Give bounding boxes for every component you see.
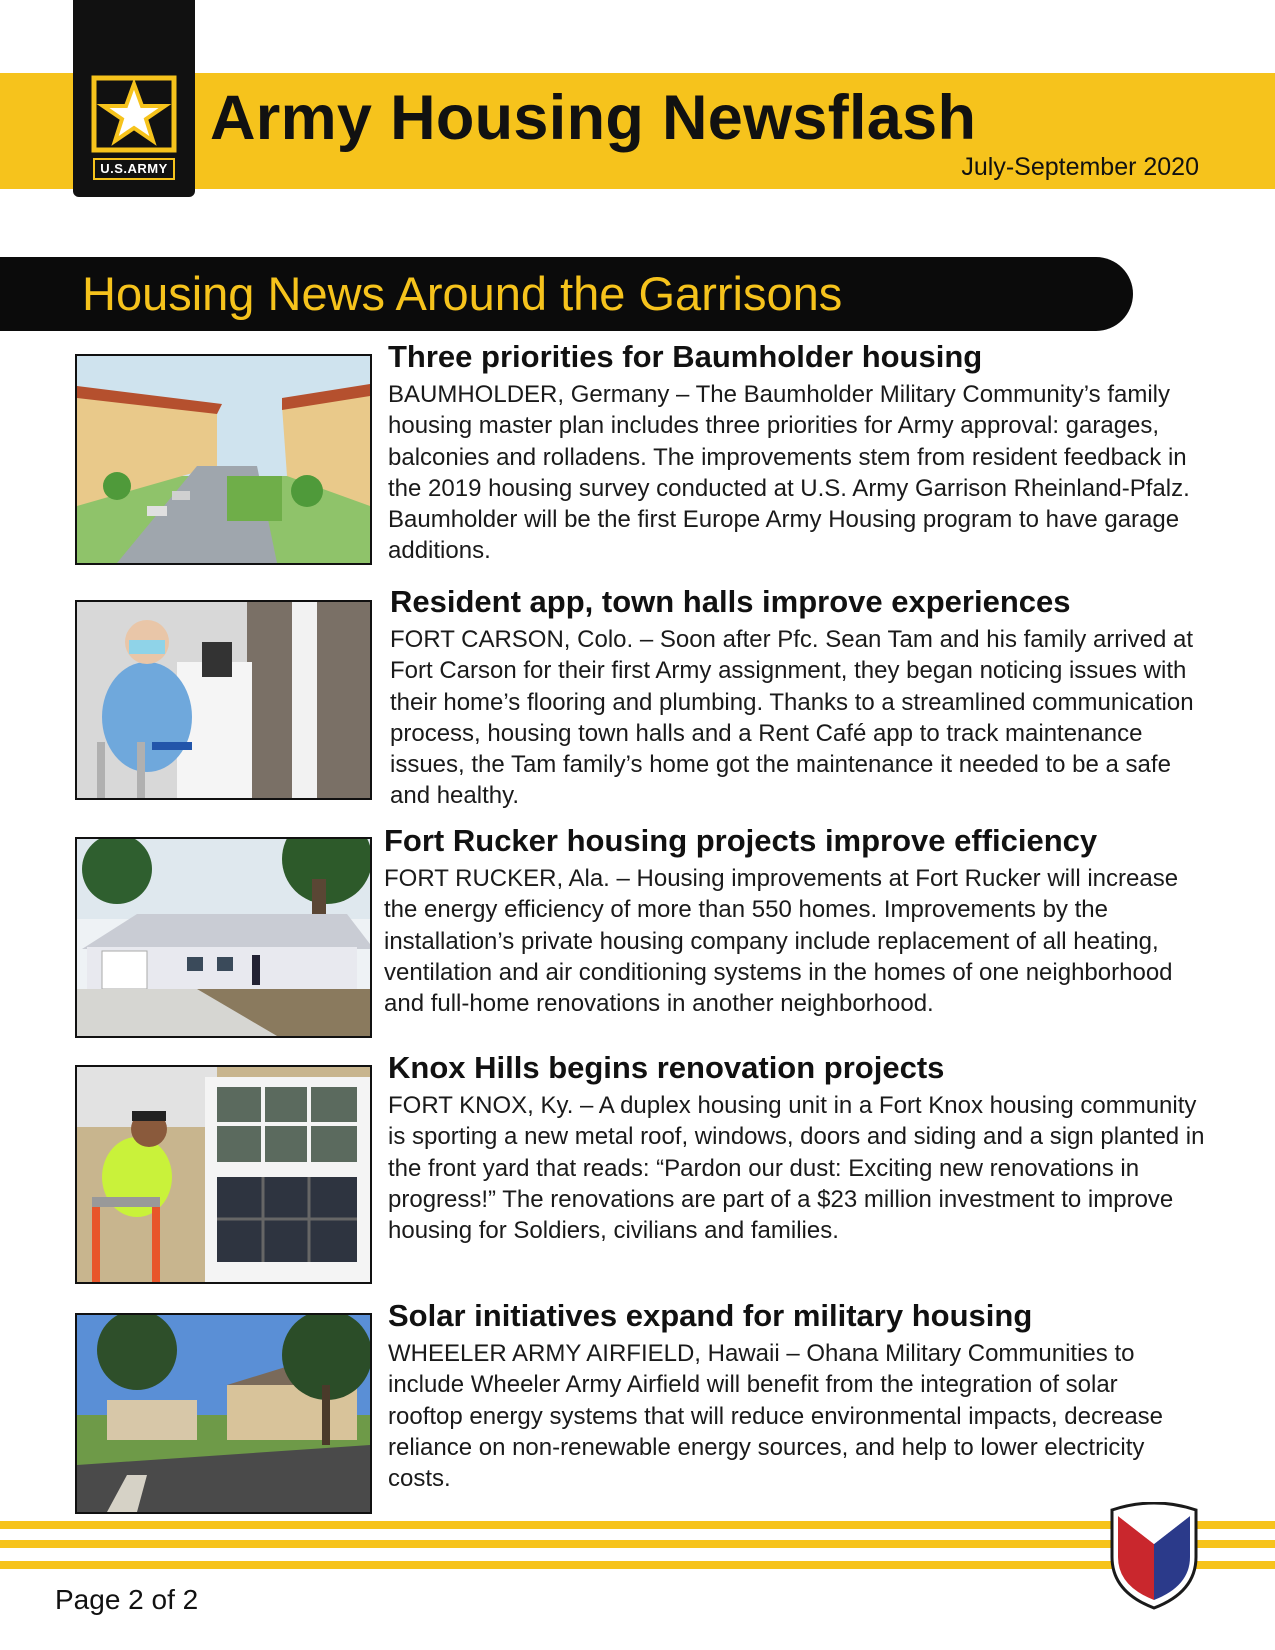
article-4-headline: Knox Hills begins renovation projects bbox=[388, 1050, 945, 1085]
article-5-body: WHEELER ARMY AIRFIELD, Hawaii – Ohana Military Communities to include Wheeler Army Airfield will benefit from the integration of solar rooftop energy systems that will reduce environmental impacts, decrease reliance on non-renewable energy sources, and help to lower electricity costs. bbox=[388, 1340, 1164, 1493]
fort-knox-renovation-image bbox=[75, 1065, 372, 1284]
fort-carson-worker-image bbox=[75, 600, 372, 800]
article-1-headline: Three priorities for Baumholder housing bbox=[388, 339, 983, 374]
page-number: Page 2 of 2 bbox=[55, 1584, 199, 1615]
article-1-body: BAUMHOLDER, Germany – The Baumholder Military Community’s family housing master plan includes three priorities for Army approval: garages, balconies and rolladens. The improvements stem from resident feedback in the 2019 housing survey conducted at U.S. Army Garrison Rheinland-Pfalz. Baumholder will be the first Europe Army Housing program to have garage additions. bbox=[388, 381, 1190, 565]
footer-stripe-top bbox=[0, 1521, 1275, 1529]
logo-text: U.S.ARMY bbox=[93, 158, 175, 180]
footer-stripe-middle bbox=[0, 1540, 1275, 1548]
amc-shield-icon bbox=[1108, 1502, 1200, 1612]
issue-date: July-September 2020 bbox=[961, 153, 1199, 181]
article-2-body: FORT CARSON, Colo. – Soon after Pfc. Sean Tam and his family arrived at Fort Carson for their first Army assignment, they began noticing issues with their home’s flooring and plumbing. Thanks to a streamlined communication process, housing town halls and a Rent Café app to track maintenance issues, the Tam family’s home got the maintenance it needed to be a safe and healthy. bbox=[390, 626, 1194, 810]
baumholder-rendering-image bbox=[75, 354, 372, 565]
article-4-body: FORT KNOX, Ky. – A duplex housing unit in a Fort Knox housing community is sporting a new metal roof, windows, doors and siding and a sign planted in the front yard that reads: “Pardon our dust: Exciting new renovations in progress!” The renovations are part of a $23 million investment to improve housing for Soldiers, civilians and families. bbox=[388, 1092, 1205, 1245]
section-title: Housing News Around the Garrisons bbox=[82, 267, 843, 320]
article-3-headline: Fort Rucker housing projects improve efficiency bbox=[384, 823, 1098, 858]
newsletter-title: Army Housing Newsflash bbox=[210, 83, 977, 153]
article-5-headline: Solar initiatives expand for military housing bbox=[388, 1298, 1033, 1333]
wheeler-housing-image bbox=[75, 1313, 372, 1514]
army-star-logo bbox=[73, 0, 195, 197]
article-3-body: FORT RUCKER, Ala. – Housing improvements at Fort Rucker will increase the energy efficiency of more than 550 homes. Improvements by the installation’s private housing company include replacement of all heating, ventilation and air conditioning systems in the homes of one neighborhood and full-home renovations in another neighborhood. bbox=[384, 865, 1179, 1018]
fort-rucker-house-image bbox=[75, 837, 372, 1038]
footer-stripe-bottom bbox=[0, 1561, 1275, 1569]
article-2-headline: Resident app, town halls improve experiences bbox=[390, 584, 1071, 619]
